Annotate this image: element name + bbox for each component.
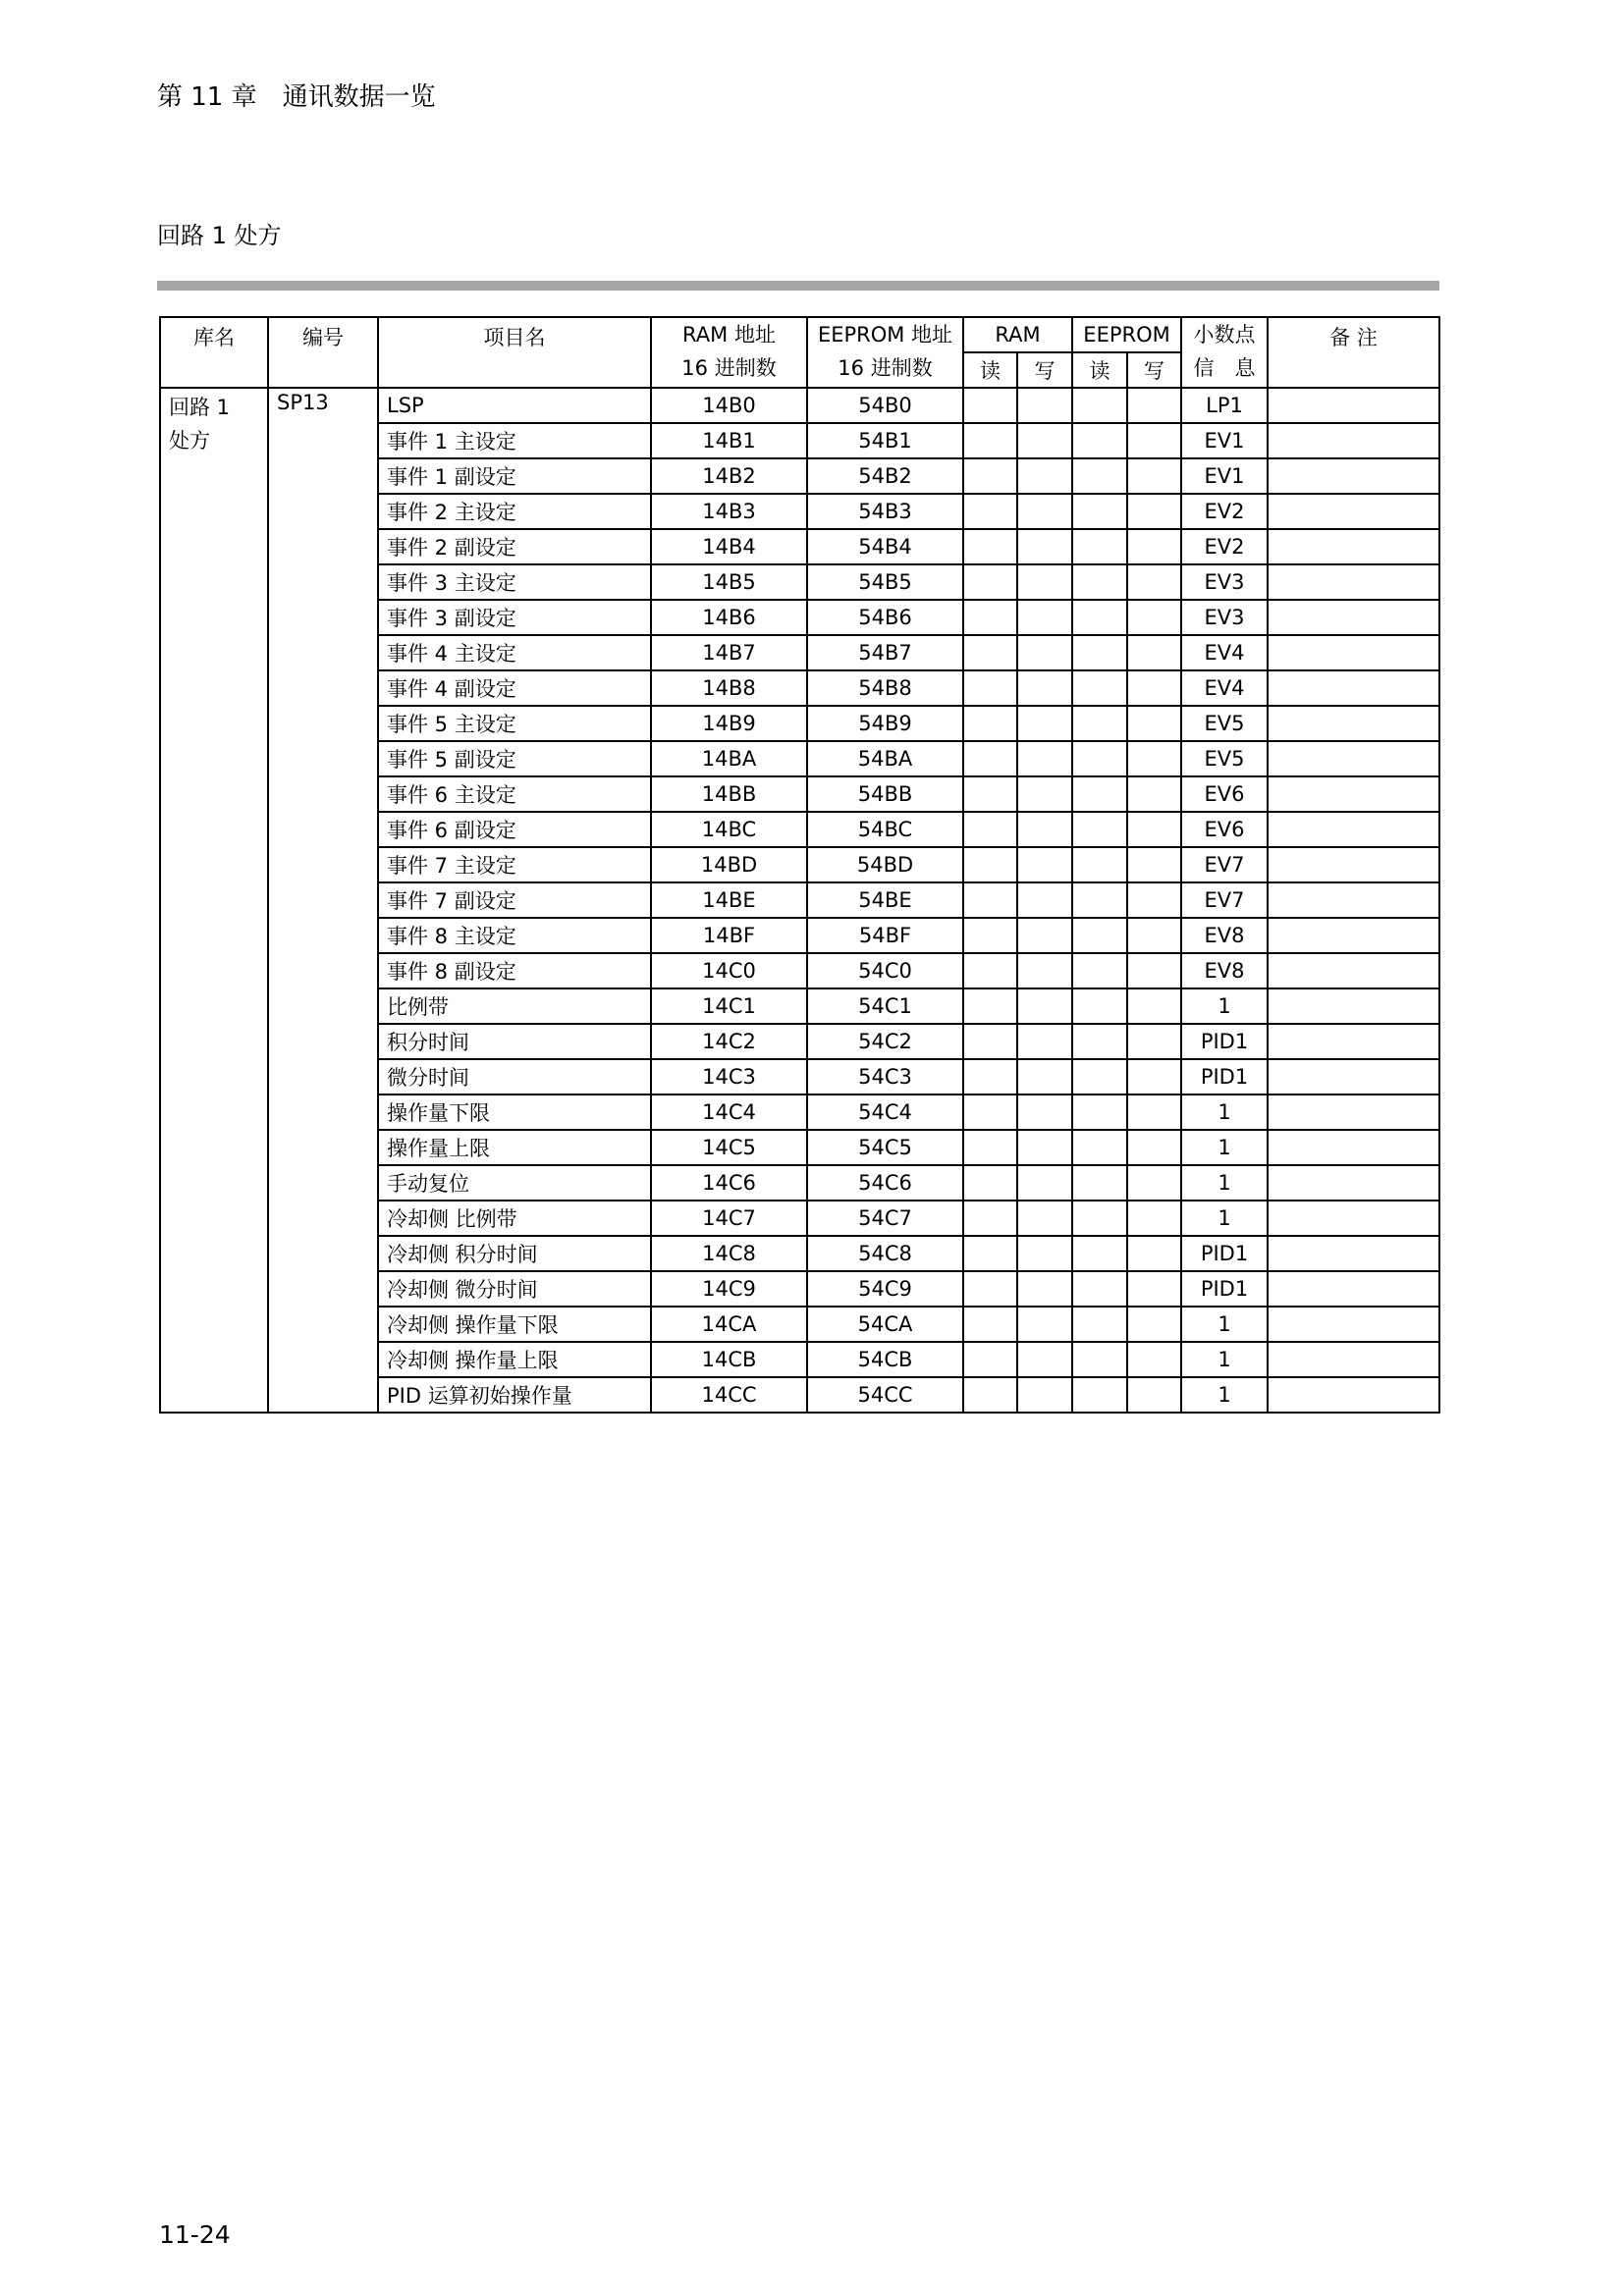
ram-write-cell bbox=[1017, 1201, 1072, 1236]
chapter-header: 第 11 章 通讯数据一览 bbox=[157, 82, 436, 112]
eeprom-read-cell bbox=[1072, 1201, 1127, 1236]
remarks-cell bbox=[1268, 953, 1439, 988]
ram-read-cell bbox=[963, 847, 1017, 882]
decimal-info-cell: EV2 bbox=[1181, 529, 1268, 564]
ram-address-cell: 14B0 bbox=[651, 388, 807, 423]
ram-read-cell bbox=[963, 494, 1017, 529]
remarks-cell bbox=[1268, 1165, 1439, 1201]
ram-read-cell bbox=[963, 670, 1017, 706]
ram-address-cell: 14B7 bbox=[651, 635, 807, 670]
ram-read-cell bbox=[963, 564, 1017, 600]
ram-address-cell: 14BA bbox=[651, 741, 807, 776]
decimal-info-cell: 1 bbox=[1181, 988, 1268, 1024]
remarks-cell bbox=[1268, 1307, 1439, 1342]
eeprom-write-cell bbox=[1127, 1307, 1181, 1342]
ram-address-cell: 14B5 bbox=[651, 564, 807, 600]
remarks-cell bbox=[1268, 706, 1439, 741]
eeprom-read-cell bbox=[1072, 812, 1127, 847]
item-name-cell: 事件 7 主设定 bbox=[378, 847, 651, 882]
ram-address-cell: 14C2 bbox=[651, 1024, 807, 1059]
decimal-info-cell: PID1 bbox=[1181, 1059, 1268, 1095]
header-eeprom-write: 写 bbox=[1127, 352, 1181, 388]
eeprom-read-cell bbox=[1072, 458, 1127, 494]
decimal-info-cell: 1 bbox=[1181, 1130, 1268, 1165]
eeprom-write-cell bbox=[1127, 423, 1181, 458]
ram-write-cell bbox=[1017, 1236, 1072, 1271]
decimal-info-cell: EV7 bbox=[1181, 882, 1268, 918]
remarks-cell bbox=[1268, 388, 1439, 423]
eeprom-write-cell bbox=[1127, 1095, 1181, 1130]
item-name-cell: 事件 3 副设定 bbox=[378, 600, 651, 635]
ram-write-cell bbox=[1017, 600, 1072, 635]
eeprom-read-cell bbox=[1072, 741, 1127, 776]
table-body bbox=[160, 388, 1439, 1413]
eeprom-write-cell bbox=[1127, 494, 1181, 529]
ram-read-cell bbox=[963, 1201, 1017, 1236]
ram-write-cell bbox=[1017, 1059, 1072, 1095]
ram-read-cell bbox=[963, 1271, 1017, 1307]
library-name-line1: 回路 1 bbox=[169, 396, 231, 419]
eeprom-write-cell bbox=[1127, 635, 1181, 670]
eeprom-address-cell: 54BB bbox=[807, 776, 963, 812]
ram-address-cell: 14B9 bbox=[651, 706, 807, 741]
eeprom-address-cell: 54BC bbox=[807, 812, 963, 847]
item-name-cell: 事件 1 主设定 bbox=[378, 423, 651, 458]
ram-read-cell bbox=[963, 1307, 1017, 1342]
remarks-cell bbox=[1268, 812, 1439, 847]
item-name-cell: 事件 6 副设定 bbox=[378, 812, 651, 847]
ram-read-cell bbox=[963, 953, 1017, 988]
remarks-cell bbox=[1268, 847, 1439, 882]
item-name-cell: 操作量上限 bbox=[378, 1130, 651, 1165]
decimal-info-cell: EV1 bbox=[1181, 423, 1268, 458]
item-name-cell: 事件 5 副设定 bbox=[378, 741, 651, 776]
eeprom-address-cell: 54B0 bbox=[807, 388, 963, 423]
ram-address-cell: 14B4 bbox=[651, 529, 807, 564]
eeprom-address-cell: 54C7 bbox=[807, 1201, 963, 1236]
ram-read-cell bbox=[963, 882, 1017, 918]
eeprom-write-cell bbox=[1127, 458, 1181, 494]
eeprom-read-cell bbox=[1072, 1024, 1127, 1059]
remarks-cell bbox=[1268, 776, 1439, 812]
eeprom-address-cell: 54B2 bbox=[807, 458, 963, 494]
remarks-cell bbox=[1268, 564, 1439, 600]
decimal-info-cell: EV5 bbox=[1181, 706, 1268, 741]
eeprom-address-cell: 54B7 bbox=[807, 635, 963, 670]
eeprom-write-cell bbox=[1127, 882, 1181, 918]
ram-address-cell: 14B3 bbox=[651, 494, 807, 529]
ram-address-cell: 14C8 bbox=[651, 1236, 807, 1271]
item-name-cell: 手动复位 bbox=[378, 1165, 651, 1201]
decimal-info-cell: EV6 bbox=[1181, 812, 1268, 847]
remarks-cell bbox=[1268, 494, 1439, 529]
ram-read-cell bbox=[963, 388, 1017, 423]
remarks-cell bbox=[1268, 1095, 1439, 1130]
decimal-info-cell: EV3 bbox=[1181, 600, 1268, 635]
item-name-cell: 比例带 bbox=[378, 988, 651, 1024]
ram-read-cell bbox=[963, 706, 1017, 741]
remarks-cell bbox=[1268, 918, 1439, 953]
ram-address-cell: 14C6 bbox=[651, 1165, 807, 1201]
ram-address-cell: 14B8 bbox=[651, 670, 807, 706]
ram-write-cell bbox=[1017, 388, 1072, 423]
eeprom-write-cell bbox=[1127, 600, 1181, 635]
decimal-info-cell: 1 bbox=[1181, 1307, 1268, 1342]
ram-write-cell bbox=[1017, 1342, 1072, 1377]
item-name-cell: 事件 6 主设定 bbox=[378, 776, 651, 812]
ram-address-cell: 14C7 bbox=[651, 1201, 807, 1236]
ram-write-cell bbox=[1017, 494, 1072, 529]
ram-write-cell bbox=[1017, 423, 1072, 458]
decimal-info-cell: EV8 bbox=[1181, 918, 1268, 953]
ram-read-cell bbox=[963, 988, 1017, 1024]
ram-read-cell bbox=[963, 741, 1017, 776]
eeprom-write-cell bbox=[1127, 564, 1181, 600]
ram-write-cell bbox=[1017, 1271, 1072, 1307]
ram-write-cell bbox=[1017, 847, 1072, 882]
eeprom-read-cell bbox=[1072, 1095, 1127, 1130]
item-name-cell: 事件 2 主设定 bbox=[378, 494, 651, 529]
item-name-cell: 事件 3 主设定 bbox=[378, 564, 651, 600]
decimal-info-cell: EV3 bbox=[1181, 564, 1268, 600]
eeprom-read-cell bbox=[1072, 388, 1127, 423]
decimal-info-cell: PID1 bbox=[1181, 1271, 1268, 1307]
header-eeprom-address-line1: EEPROM 地址 bbox=[817, 323, 953, 347]
ram-write-cell bbox=[1017, 741, 1072, 776]
item-name-cell: 事件 1 副设定 bbox=[378, 458, 651, 494]
eeprom-read-cell bbox=[1072, 600, 1127, 635]
eeprom-address-cell: 54BA bbox=[807, 741, 963, 776]
decimal-info-cell: LP1 bbox=[1181, 388, 1268, 423]
item-name-cell: 事件 4 副设定 bbox=[378, 670, 651, 706]
header-ram-address bbox=[651, 317, 807, 388]
eeprom-write-cell bbox=[1127, 706, 1181, 741]
item-name-cell: PID 运算初始操作量 bbox=[378, 1377, 651, 1413]
ram-write-cell bbox=[1017, 458, 1072, 494]
ram-write-cell bbox=[1017, 812, 1072, 847]
remarks-cell bbox=[1268, 600, 1439, 635]
header-library: 库名 bbox=[160, 317, 268, 388]
ram-write-cell bbox=[1017, 529, 1072, 564]
decimal-info-cell: 1 bbox=[1181, 1165, 1268, 1201]
header-item-name: 项目名 bbox=[378, 317, 651, 388]
header-decimal-info-line1: 小数点 bbox=[1193, 323, 1256, 347]
ram-read-cell bbox=[963, 1024, 1017, 1059]
ram-read-cell bbox=[963, 600, 1017, 635]
header-ram-address-line1: RAM 地址 bbox=[682, 323, 776, 347]
eeprom-address-cell: 54C4 bbox=[807, 1095, 963, 1130]
remarks-cell bbox=[1268, 741, 1439, 776]
eeprom-write-cell bbox=[1127, 1165, 1181, 1201]
ram-read-cell bbox=[963, 1377, 1017, 1413]
eeprom-write-cell bbox=[1127, 1271, 1181, 1307]
eeprom-address-cell: 54C1 bbox=[807, 988, 963, 1024]
eeprom-write-cell bbox=[1127, 1236, 1181, 1271]
item-name-cell: 冷却侧 积分时间 bbox=[378, 1236, 651, 1271]
ram-read-cell bbox=[963, 812, 1017, 847]
remarks-cell bbox=[1268, 1059, 1439, 1095]
page-number: 11-24 bbox=[159, 2220, 231, 2249]
ram-read-cell bbox=[963, 458, 1017, 494]
eeprom-address-cell: 54B9 bbox=[807, 706, 963, 741]
decimal-info-cell: EV8 bbox=[1181, 953, 1268, 988]
eeprom-read-cell bbox=[1072, 529, 1127, 564]
header-remarks: 备 注 bbox=[1268, 317, 1439, 388]
ram-read-cell bbox=[963, 918, 1017, 953]
decimal-info-cell: EV4 bbox=[1181, 670, 1268, 706]
header-decimal-info bbox=[1181, 317, 1268, 388]
ram-write-cell bbox=[1017, 1377, 1072, 1413]
ram-read-cell bbox=[963, 1059, 1017, 1095]
decimal-info-cell: EV4 bbox=[1181, 635, 1268, 670]
eeprom-read-cell bbox=[1072, 1059, 1127, 1095]
header-eeprom-address-line2: 16 进制数 bbox=[838, 356, 933, 380]
ram-address-cell: 14B1 bbox=[651, 423, 807, 458]
remarks-cell bbox=[1268, 458, 1439, 494]
ram-write-cell bbox=[1017, 882, 1072, 918]
ram-write-cell bbox=[1017, 635, 1072, 670]
ram-address-cell: 14C0 bbox=[651, 953, 807, 988]
ram-address-cell: 14BC bbox=[651, 812, 807, 847]
ram-write-cell bbox=[1017, 1095, 1072, 1130]
eeprom-address-cell: 54BE bbox=[807, 882, 963, 918]
eeprom-address-cell: 54C6 bbox=[807, 1165, 963, 1201]
eeprom-write-cell bbox=[1127, 529, 1181, 564]
item-name-cell: 积分时间 bbox=[378, 1024, 651, 1059]
eeprom-write-cell bbox=[1127, 1130, 1181, 1165]
ram-address-cell: 14BF bbox=[651, 918, 807, 953]
eeprom-address-cell: 54CB bbox=[807, 1342, 963, 1377]
item-name-cell: 微分时间 bbox=[378, 1059, 651, 1095]
ram-read-cell bbox=[963, 529, 1017, 564]
remarks-cell bbox=[1268, 882, 1439, 918]
eeprom-write-cell bbox=[1127, 988, 1181, 1024]
eeprom-address-cell: 54BF bbox=[807, 918, 963, 953]
eeprom-read-cell bbox=[1072, 847, 1127, 882]
eeprom-read-cell bbox=[1072, 494, 1127, 529]
ram-read-cell bbox=[963, 1130, 1017, 1165]
ram-address-cell: 14BD bbox=[651, 847, 807, 882]
ram-write-cell bbox=[1017, 670, 1072, 706]
ram-address-cell: 14B2 bbox=[651, 458, 807, 494]
ram-address-cell: 14C5 bbox=[651, 1130, 807, 1165]
ram-read-cell bbox=[963, 776, 1017, 812]
remarks-cell bbox=[1268, 670, 1439, 706]
ram-address-cell: 14C1 bbox=[651, 988, 807, 1024]
header-eeprom-read: 读 bbox=[1072, 352, 1127, 388]
ram-write-cell bbox=[1017, 1307, 1072, 1342]
eeprom-write-cell bbox=[1127, 918, 1181, 953]
header-eeprom: EEPROM bbox=[1072, 317, 1181, 352]
communication-data-table bbox=[159, 316, 1440, 1414]
eeprom-address-cell: 54C9 bbox=[807, 1271, 963, 1307]
eeprom-read-cell bbox=[1072, 1271, 1127, 1307]
remarks-cell bbox=[1268, 529, 1439, 564]
ram-write-cell bbox=[1017, 1024, 1072, 1059]
eeprom-read-cell bbox=[1072, 1165, 1127, 1201]
decimal-info-cell: 1 bbox=[1181, 1377, 1268, 1413]
remarks-cell bbox=[1268, 1377, 1439, 1413]
decimal-info-cell: EV5 bbox=[1181, 741, 1268, 776]
ram-read-cell bbox=[963, 1236, 1017, 1271]
eeprom-read-cell bbox=[1072, 776, 1127, 812]
eeprom-address-cell: 54B3 bbox=[807, 494, 963, 529]
eeprom-read-cell bbox=[1072, 988, 1127, 1024]
eeprom-write-cell bbox=[1127, 1377, 1181, 1413]
ram-address-cell: 14B6 bbox=[651, 600, 807, 635]
item-name-cell: 事件 7 副设定 bbox=[378, 882, 651, 918]
ram-address-cell: 14CA bbox=[651, 1307, 807, 1342]
eeprom-read-cell bbox=[1072, 1377, 1127, 1413]
eeprom-read-cell bbox=[1072, 706, 1127, 741]
ram-address-cell: 14C3 bbox=[651, 1059, 807, 1095]
decimal-info-cell: 1 bbox=[1181, 1201, 1268, 1236]
eeprom-read-cell bbox=[1072, 918, 1127, 953]
eeprom-write-cell bbox=[1127, 388, 1181, 423]
ram-address-cell: 14CB bbox=[651, 1342, 807, 1377]
remarks-cell bbox=[1268, 1236, 1439, 1271]
eeprom-write-cell bbox=[1127, 670, 1181, 706]
eeprom-address-cell: 54B1 bbox=[807, 423, 963, 458]
eeprom-write-cell bbox=[1127, 1342, 1181, 1377]
item-name-cell: 冷却侧 微分时间 bbox=[378, 1271, 651, 1307]
item-name-cell: 事件 4 主设定 bbox=[378, 635, 651, 670]
ram-read-cell bbox=[963, 1095, 1017, 1130]
header-ram-address-line2: 16 进制数 bbox=[681, 356, 777, 380]
eeprom-read-cell bbox=[1072, 1307, 1127, 1342]
section-title: 回路 1 处方 bbox=[157, 222, 282, 249]
eeprom-write-cell bbox=[1127, 776, 1181, 812]
table-row bbox=[160, 388, 1439, 423]
eeprom-write-cell bbox=[1127, 741, 1181, 776]
ram-address-cell: 14C4 bbox=[651, 1095, 807, 1130]
remarks-cell bbox=[1268, 1130, 1439, 1165]
library-name-line2: 处方 bbox=[169, 429, 210, 453]
eeprom-address-cell: 54CA bbox=[807, 1307, 963, 1342]
eeprom-write-cell bbox=[1127, 953, 1181, 988]
eeprom-address-cell: 54B8 bbox=[807, 670, 963, 706]
decimal-info-cell: PID1 bbox=[1181, 1236, 1268, 1271]
eeprom-address-cell: 54C5 bbox=[807, 1130, 963, 1165]
decimal-info-cell: 1 bbox=[1181, 1095, 1268, 1130]
eeprom-read-cell bbox=[1072, 670, 1127, 706]
number-cell: SP13 bbox=[268, 388, 378, 1413]
item-name-cell: 事件 8 主设定 bbox=[378, 918, 651, 953]
remarks-cell bbox=[1268, 988, 1439, 1024]
ram-write-cell bbox=[1017, 1165, 1072, 1201]
eeprom-write-cell bbox=[1127, 1201, 1181, 1236]
ram-write-cell bbox=[1017, 564, 1072, 600]
item-name-cell: 事件 2 副设定 bbox=[378, 529, 651, 564]
eeprom-read-cell bbox=[1072, 1342, 1127, 1377]
eeprom-write-cell bbox=[1127, 1059, 1181, 1095]
eeprom-read-cell bbox=[1072, 564, 1127, 600]
ram-address-cell: 14BB bbox=[651, 776, 807, 812]
eeprom-write-cell bbox=[1127, 847, 1181, 882]
ram-write-cell bbox=[1017, 953, 1072, 988]
remarks-cell bbox=[1268, 1342, 1439, 1377]
eeprom-read-cell bbox=[1072, 882, 1127, 918]
ram-write-cell bbox=[1017, 1130, 1072, 1165]
ram-read-cell bbox=[963, 1342, 1017, 1377]
eeprom-address-cell: 54BD bbox=[807, 847, 963, 882]
decimal-info-cell: EV1 bbox=[1181, 458, 1268, 494]
eeprom-read-cell bbox=[1072, 635, 1127, 670]
remarks-cell bbox=[1268, 1201, 1439, 1236]
item-name-cell: 冷却侧 操作量下限 bbox=[378, 1307, 651, 1342]
decimal-info-cell: PID1 bbox=[1181, 1024, 1268, 1059]
ram-read-cell bbox=[963, 423, 1017, 458]
decimal-info-cell: EV7 bbox=[1181, 847, 1268, 882]
ram-write-cell bbox=[1017, 776, 1072, 812]
library-cell bbox=[160, 388, 268, 1413]
eeprom-address-cell: 54B4 bbox=[807, 529, 963, 564]
item-name-cell: LSP bbox=[378, 388, 651, 423]
item-name-cell: 冷却侧 比例带 bbox=[378, 1201, 651, 1236]
eeprom-read-cell bbox=[1072, 1236, 1127, 1271]
item-name-cell: 事件 5 主设定 bbox=[378, 706, 651, 741]
ram-address-cell: 14C9 bbox=[651, 1271, 807, 1307]
decimal-info-cell: EV6 bbox=[1181, 776, 1268, 812]
item-name-cell: 冷却侧 操作量上限 bbox=[378, 1342, 651, 1377]
eeprom-address-cell: 54C8 bbox=[807, 1236, 963, 1271]
eeprom-read-cell bbox=[1072, 953, 1127, 988]
header-number: 编号 bbox=[268, 317, 378, 388]
eeprom-address-cell: 54C3 bbox=[807, 1059, 963, 1095]
eeprom-address-cell: 54B6 bbox=[807, 600, 963, 635]
eeprom-address-cell: 54CC bbox=[807, 1377, 963, 1413]
eeprom-read-cell bbox=[1072, 1130, 1127, 1165]
decimal-info-cell: EV2 bbox=[1181, 494, 1268, 529]
item-name-cell: 操作量下限 bbox=[378, 1095, 651, 1130]
eeprom-address-cell: 54C0 bbox=[807, 953, 963, 988]
eeprom-address-cell: 54C2 bbox=[807, 1024, 963, 1059]
eeprom-read-cell bbox=[1072, 423, 1127, 458]
item-name-cell: 事件 8 副设定 bbox=[378, 953, 651, 988]
header-ram-read: 读 bbox=[963, 352, 1017, 388]
ram-read-cell bbox=[963, 635, 1017, 670]
ram-read-cell bbox=[963, 1165, 1017, 1201]
ram-write-cell bbox=[1017, 988, 1072, 1024]
remarks-cell bbox=[1268, 1024, 1439, 1059]
ram-address-cell: 14BE bbox=[651, 882, 807, 918]
eeprom-write-cell bbox=[1127, 812, 1181, 847]
remarks-cell bbox=[1268, 635, 1439, 670]
ram-address-cell: 14CC bbox=[651, 1377, 807, 1413]
section-divider bbox=[157, 281, 1439, 291]
header-decimal-info-line2: 信 息 bbox=[1193, 356, 1256, 380]
ram-write-cell bbox=[1017, 706, 1072, 741]
eeprom-write-cell bbox=[1127, 1024, 1181, 1059]
remarks-cell bbox=[1268, 1271, 1439, 1307]
ram-write-cell bbox=[1017, 918, 1072, 953]
header-ram-write: 写 bbox=[1017, 352, 1072, 388]
decimal-info-cell: 1 bbox=[1181, 1342, 1268, 1377]
header-ram: RAM bbox=[963, 317, 1072, 352]
remarks-cell bbox=[1268, 423, 1439, 458]
header-eeprom-address bbox=[807, 317, 963, 388]
eeprom-address-cell: 54B5 bbox=[807, 564, 963, 600]
